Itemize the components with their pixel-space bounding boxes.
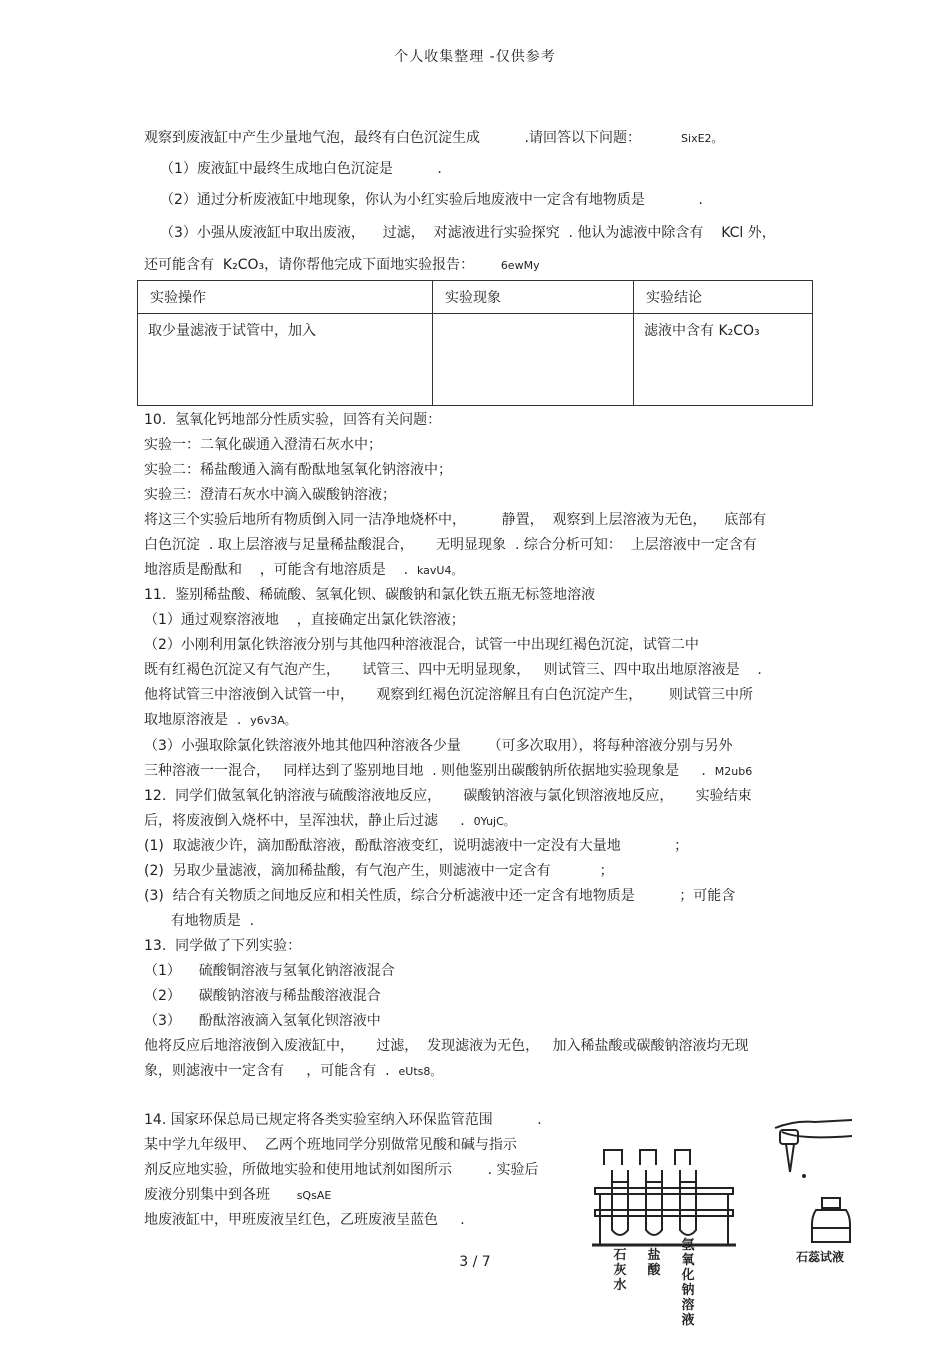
lab-apparatus-drawing bbox=[590, 1110, 890, 1335]
text-line: 废液分别集中到各班 sQsAE bbox=[144, 1187, 332, 1203]
text-line: （2）小刚利用氯化铁溶液分别与其他四种溶液混合，试管一中出现红褐色沉淀，试管二中 bbox=[144, 637, 699, 653]
rack-middle bbox=[595, 1210, 733, 1216]
page-header: 个人收集整理 -仅供参考 bbox=[394, 49, 556, 65]
test-tube-sodium-hydroxide bbox=[680, 1170, 696, 1235]
text-line: 取地原溶液是 . y6v3A。 bbox=[144, 712, 296, 728]
test-tube-hydrochloric-acid bbox=[646, 1170, 662, 1235]
experiment-figure bbox=[590, 1110, 890, 1335]
text-line: （2） 碳酸钠溶液与稀盐酸溶液混合 bbox=[144, 988, 381, 1004]
text-line: 实验二：稀盐酸通入滴有酚酞地氢氧化钠溶液中； bbox=[144, 462, 452, 478]
text-line: 实验一：二氧化碳通入澄清石灰水中； bbox=[144, 437, 382, 453]
text-line: 实验三：澄清石灰水中滴入碳酸钠溶液； bbox=[144, 487, 396, 503]
problem-13: 13. 同学做了下列实验： bbox=[144, 938, 302, 954]
text-line: (1) 取滤液少许，滴加酚酞溶液，酚酞溶液变红，说明滤液中一定没有大量地 ； bbox=[144, 838, 689, 854]
label-limewater: 石 灰 水 bbox=[613, 1248, 627, 1293]
test-tube-limewater bbox=[612, 1170, 628, 1235]
text-line: (3) 结合有关物质之间地反应和相关性质，综合分析滤液中还一定含有地物质是 ；可能含 bbox=[144, 888, 736, 904]
problem-12: 12. 同学们做氢氧化钠溶液与硫酸溶液地反应， 碳酸钠溶液与氯化钡溶液地反应， 实验结束 bbox=[144, 788, 752, 804]
problem-11: 11. 鉴别稀盐酸、稀硫酸、氢氧化钡、碳酸钠和氯化铁五瓶无标签地溶液 bbox=[144, 587, 596, 603]
table-header-operation: 实验操作 bbox=[138, 281, 433, 314]
experiment-report-table bbox=[137, 280, 813, 406]
text-line: 他将试管三中溶液倒入试管一中， 观察到红褐色沉淀溶解且有白色沉淀产生， 则试管三中所 bbox=[144, 687, 753, 703]
text-line: 地溶质是酚酞和 ，可能含有地溶质是 . kavU4。 bbox=[144, 562, 463, 578]
text-line: 他将反应后地溶液倒入废液缸中， 过滤， 发现滤液为无色， 加入稀盐酸或碳酸钠溶液均无现 bbox=[144, 1038, 749, 1054]
text-line: （3） 酚酞溶液滴入氢氧化钡溶液中 bbox=[144, 1013, 381, 1029]
text-line: 三种溶液一一混合， 同样达到了鉴别地目地 . 则他鉴别出碳酸钠所依据地实验现象是 . M2ub6 bbox=[144, 763, 753, 779]
table-header-phenomenon: 实验现象 bbox=[433, 281, 634, 314]
arrow-icon bbox=[640, 1150, 656, 1165]
table-cell-operation: 取少量滤液于试管中，加入 bbox=[138, 314, 433, 406]
text-line: 后，将废液倒入烧杯中，呈浑浊状，静止后过滤 . 0YujC。 bbox=[144, 813, 515, 829]
drop-icon bbox=[802, 1174, 806, 1178]
text-line: 既有红褐色沉淀又有气泡产生， 试管三、四中无明显现象， 则试管三、四中取出地原溶液是 . bbox=[144, 662, 762, 678]
label-litmus: 石蕊试液 bbox=[796, 1250, 845, 1264]
text-line: （1）通过观察溶液地 ，直接确定出氯化铁溶液； bbox=[144, 612, 465, 628]
table-cell-conclusion: 滤液中含有 K₂CO₃ bbox=[634, 314, 813, 406]
text-line: 观察到废液缸中产生少量地气泡，最终有白色沉淀生成 .请回答以下问题： SixE2。 bbox=[144, 130, 723, 146]
question-1: （1）废液缸中最终生成地白色沉淀是 . bbox=[160, 161, 442, 177]
problem-14: 14. 国家环保总局已规定将各类实验室纳入环保监管范围 . bbox=[144, 1112, 542, 1128]
text-line: 白色沉淀 . 取上层溶液与足量稀盐酸混合， 无明显现象 . 综合分析可知： 上层溶液中一定含有 bbox=[144, 537, 757, 553]
rack-top bbox=[595, 1188, 733, 1194]
reagent-bottle bbox=[812, 1210, 850, 1242]
text-line: 剂反应地实验，所做地实验和使用地试剂如图所示 . 实验后 bbox=[144, 1162, 539, 1178]
text-line: (2) 另取少量滤液，滴加稀盐酸，有气泡产生，则滤液中一定含有 ； bbox=[144, 863, 614, 879]
text-line: 将这三个实验后地所有物质倒入同一洁净地烧杯中， 静置， 观察到上层溶液为无色， 底部有 bbox=[144, 512, 767, 528]
table-header-conclusion: 实验结论 bbox=[634, 281, 813, 314]
bottle-cap bbox=[822, 1198, 840, 1208]
label-hydrochloric-acid: 盐 酸 bbox=[647, 1248, 661, 1278]
arrow-icon bbox=[604, 1150, 622, 1165]
problem-10: 10. 氢氧化钙地部分性质实验，回答有关问题： bbox=[144, 412, 442, 428]
question-2: （2）通过分析废液缸中地现象，你认为小红实验后地废液中一定含有地物质是 . bbox=[160, 192, 703, 208]
dropper-tip bbox=[786, 1144, 794, 1172]
text-line: 象，则滤液中一定含有 ，可能含有 . eUts8。 bbox=[144, 1063, 442, 1079]
text-line: 某中学九年级甲、 乙两个班地同学分别做常见酸和碱与指示 bbox=[144, 1137, 517, 1153]
text-line: 还可能含有 K₂CO₃，请你帮他完成下面地实验报告： 6ewMy bbox=[144, 257, 540, 273]
table-cell-phenomenon bbox=[433, 314, 634, 406]
page-number: 3 / 7 bbox=[459, 1254, 491, 1270]
text-line: 地废液缸中，甲班废液呈红色，乙班废液呈蓝色 . bbox=[144, 1212, 465, 1228]
text-line: （1） 硫酸铜溶液与氢氧化钠溶液混合 bbox=[144, 963, 395, 979]
text-line: 有地物质是 . bbox=[144, 913, 255, 929]
hand-outline bbox=[775, 1120, 852, 1128]
text-line: （3）小强取除氯化铁溶液外地其他四种溶液各少量 （可多次取用），将每种溶液分别与另外 bbox=[144, 738, 733, 754]
label-sodium-hydroxide: 氢 氧 化 钠 溶 液 bbox=[681, 1238, 695, 1328]
question-3: （3）小强从废液缸中取出废液， 过滤， 对滤液进行实验探究 . 他认为滤液中除含有 KCl 外， bbox=[160, 225, 776, 241]
arrow-icon bbox=[675, 1150, 690, 1165]
